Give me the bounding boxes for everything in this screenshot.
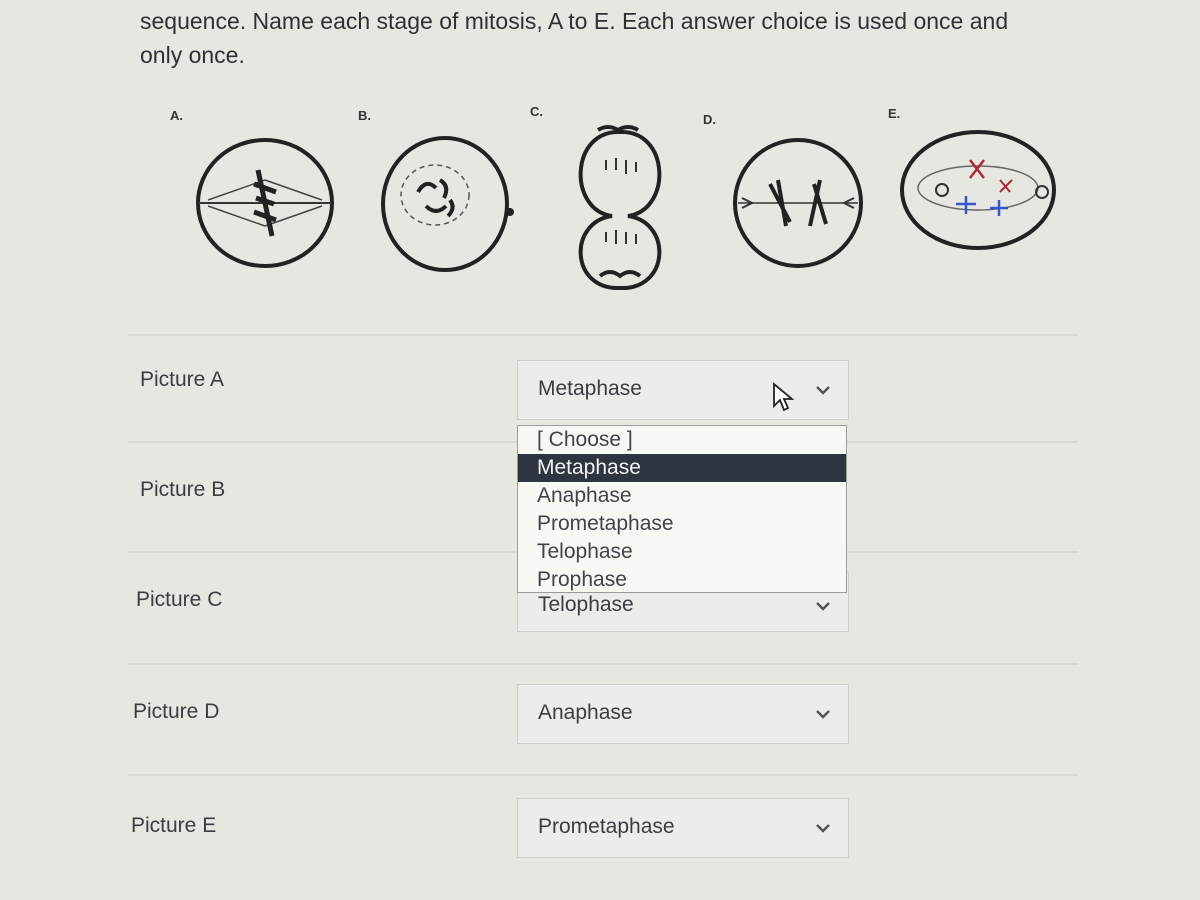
- cell-b-drawing: [383, 138, 514, 270]
- cell-a-drawing: [198, 140, 332, 266]
- chevron-down-icon: [814, 381, 832, 399]
- divider: [128, 663, 1078, 665]
- row-label-picture-d: Picture D: [133, 700, 220, 723]
- mitosis-figure: [150, 100, 1070, 300]
- option-anaphase[interactable]: Anaphase: [537, 484, 632, 507]
- cell-d-drawing: [735, 140, 861, 266]
- figure-label-b: B.: [358, 108, 371, 123]
- select-picture-e[interactable]: [517, 798, 849, 858]
- option-choose[interactable]: [ Choose ]: [537, 428, 633, 451]
- option-prophase[interactable]: Prophase: [537, 568, 627, 591]
- select-picture-d-value: Anaphase: [538, 701, 633, 724]
- question-line-1: sequence. Name each stage of mitosis, A to E. Each answer choice is used once and: [140, 8, 1009, 34]
- row-label-picture-b: Picture B: [140, 478, 226, 501]
- divider: [128, 334, 1078, 336]
- figure-label-e: E.: [888, 106, 901, 121]
- chevron-down-icon: [814, 705, 832, 723]
- option-telophase[interactable]: Telophase: [537, 540, 633, 563]
- row-label-picture-c: Picture C: [136, 588, 223, 611]
- cell-c-drawing: [581, 127, 660, 288]
- row-label-picture-a: Picture A: [140, 368, 225, 391]
- chevron-down-icon: [814, 597, 832, 615]
- figure-label-d: D.: [703, 112, 716, 127]
- chevron-down-icon: [814, 819, 832, 837]
- option-metaphase[interactable]: Metaphase: [518, 454, 846, 482]
- question-text: [140, 4, 1140, 72]
- row-label-picture-e: Picture E: [131, 814, 217, 837]
- select-picture-d[interactable]: [517, 684, 849, 744]
- select-picture-a[interactable]: [517, 360, 849, 420]
- figure-label-c: C.: [530, 104, 543, 119]
- question-line-2: only once.: [140, 42, 245, 68]
- select-picture-c-value: Telophase: [538, 593, 634, 616]
- divider: [128, 774, 1078, 776]
- figure-label-a: A.: [170, 108, 183, 123]
- select-picture-a-value: Metaphase: [538, 377, 642, 400]
- select-picture-e-value: Prometaphase: [538, 815, 675, 838]
- mitosis-drawings: [150, 100, 1070, 300]
- cell-e-drawing: [902, 132, 1054, 248]
- mouse-cursor-icon: [772, 382, 794, 412]
- select-picture-b-listbox[interactable]: [517, 425, 847, 593]
- option-prometaphase[interactable]: Prometaphase: [537, 512, 674, 535]
